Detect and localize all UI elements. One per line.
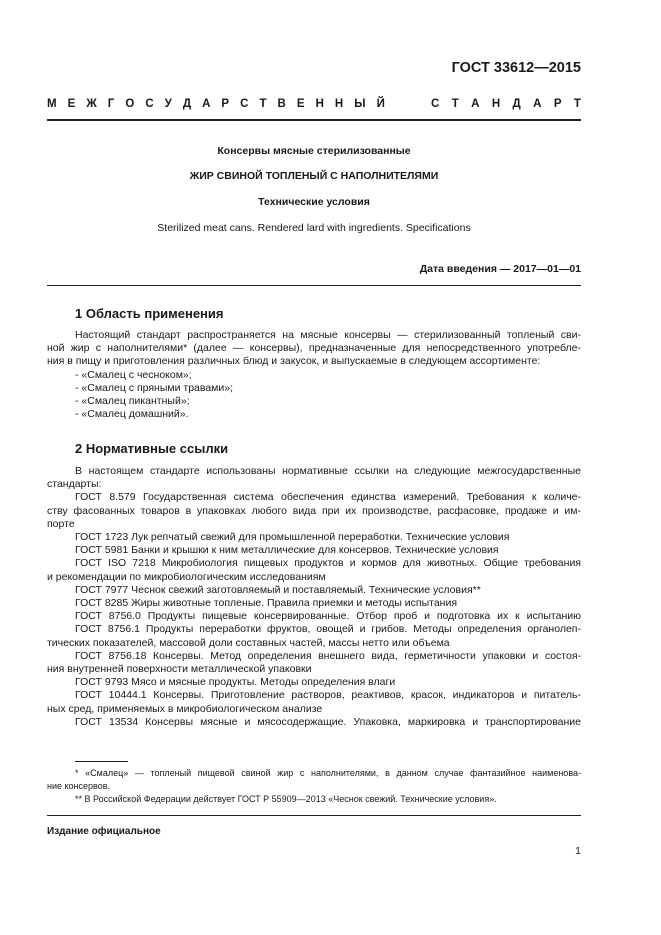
footnote-line: ние консервов. (47, 781, 110, 791)
banner-letter: О (125, 98, 135, 110)
reference-line: ГОСТ 10444.1 Консервы. Приготовление растворов, реактивов, красок, индикаторов и питатель- (75, 689, 581, 702)
page-number: 1 (575, 845, 581, 857)
banner-letter: А (471, 98, 480, 110)
footnote-line: ** В Российской Федерации действует ГОСТ Р 55909—2013 «Чеснок свежий. Технические условия». (75, 794, 497, 804)
reference-line: ГОСТ 5981 Банки и крышки к ним металлические для консервов. Технические условия (75, 544, 499, 557)
english-title: Sterilized meat cans. Rendered lard with ingredients. Specifications (157, 222, 471, 234)
title-line-2: ЖИР СВИНОЙ ТОПЛЕНЫЙ С НАПОЛНИТЕЛЯМИ (189, 170, 439, 182)
list-item: - «Смалец с пряными травами»; (75, 381, 234, 394)
reference-line: ния внутренней поверхности металлической упаковки (47, 662, 312, 675)
banner-letter: М (47, 98, 57, 110)
banner-letter: Т (259, 98, 267, 110)
list-item: - «Смалец с чесноком»; (75, 368, 192, 381)
banner-letter: Д (512, 98, 521, 110)
banner-letter: Т (573, 98, 581, 110)
reference-line: тических показателей, массовой доли составных частей, массы нетто или объема (47, 636, 450, 649)
footer-rule (47, 815, 581, 816)
section-1-body (47, 329, 581, 421)
banner-letter: Е (296, 98, 305, 110)
title-line-1: Консервы мясные стерилизованные (217, 145, 411, 157)
banner-letter: А (202, 98, 211, 110)
reference-line: ГОСТ 9793 Мясо и мясные продукты. Методы определения влаги (75, 676, 396, 689)
banner-letter: В (277, 98, 286, 110)
reference-line: ных сред, применяемых в микробиологическом анализе (47, 702, 323, 715)
reference-line: стандарты: (47, 478, 102, 491)
reference-line: ГОСТ 13534 Консервы мясные и мясосодержащие. Упаковка, маркировка и транспортирование (75, 715, 581, 728)
title-line-3: Технические условия (258, 196, 370, 208)
interstate-standard-banner (47, 98, 581, 110)
reference-line: ГОСТ 1723 Лук репчатый свежий для промышленной переработки. Технические условия (75, 530, 510, 543)
banner-letter: Т (451, 98, 459, 110)
banner-letter: Д (182, 98, 192, 110)
banner-letter: А (533, 98, 542, 110)
reference-line: ГОСТ 8756.1 Продукты переработки фруктов, овощей и грибов. Методы определения органолеп- (75, 623, 581, 636)
intro-rule (47, 285, 581, 286)
banner-letter: С (431, 98, 440, 110)
footnote-rule (75, 761, 128, 762)
banner-word-standard (431, 98, 581, 110)
section-1-line: Настоящий стандарт распространяется на мясные консервы — стерилизованный топленый сви- (75, 329, 581, 341)
banner-letter: Н (315, 98, 324, 110)
footnotes (47, 767, 581, 806)
header-rule (47, 119, 581, 121)
reference-line: В настоящем стандарте использованы нормативные ссылки на следующие межгосударственные (75, 465, 581, 477)
edition-label: Издание официальное (47, 826, 161, 837)
section-1-heading: 1 Область применения (75, 306, 224, 321)
banner-letter: Р (221, 98, 230, 110)
footnote-line: * «Смалец» — топленый пищевой свиной жир с наполнителями, в данном случае фантазийное наименова- (75, 768, 581, 778)
banner-letter: С (240, 98, 249, 110)
banner-letter: Р (553, 98, 562, 110)
section-1-line: ния в пищу и приготовления различных блюд и закусок, и выпускаемые в следующем ассортименте: (47, 355, 541, 368)
reference-line: и рекомендации по микробиологическим исследованиям (47, 570, 326, 583)
reference-line: ГОСТ ISO 7218 Микробиология пищевых продуктов и кормов для животных. Общие требования (75, 557, 581, 570)
section-2-body (47, 465, 581, 729)
reference-line: ГОСТ 8.579 Государственная система обеспечения единства измерений. Требования к количе- (75, 491, 581, 504)
list-item: - «Смалец пикантный»; (75, 394, 190, 407)
banner-letter: Ы (354, 98, 366, 110)
intro-date: Дата введения — 2017—01—01 (419, 263, 581, 275)
section-2-heading: 2 Нормативные ссылки (75, 441, 229, 456)
reference-line: порте (47, 517, 75, 530)
banner-letter: Ж (86, 98, 97, 110)
banner-word-interstate (47, 98, 431, 110)
section-1-line: ной жир с наполнителями* (далее — консервы), предназначенные для непосредственного употребле- (47, 342, 581, 355)
reference-line: ГОСТ 7977 Чеснок свежий заготовляемый и поставляемый. Технические условия** (75, 583, 481, 596)
banner-letter: У (164, 98, 172, 110)
banner-letter: Й (376, 98, 385, 110)
banner-letter: Е (67, 98, 76, 110)
reference-line: ству фасованных товаров в упаковках любого вида при их производстве, расфасовке, продаже и им- (47, 504, 581, 517)
banner-letter: Н (491, 98, 501, 110)
banner-letter: Г (107, 98, 115, 110)
banner-letter: С (145, 98, 154, 110)
reference-line: ГОСТ 8756.18 Консервы. Метод определения внешнего вида, герметичности упаковки и состоя- (75, 649, 581, 662)
list-item: - «Смалец домашний». (75, 408, 189, 421)
banner-letter: Н (334, 98, 344, 110)
reference-line: ГОСТ 8756.0 Продукты пищевые консервированные. Отбор проб и подготовка их к испытанию (75, 610, 581, 623)
reference-line: ГОСТ 8285 Жиры животные топленые. Правила приемки и методы испытания (75, 596, 458, 609)
standard-number: ГОСТ 33612—2015 (451, 60, 581, 76)
